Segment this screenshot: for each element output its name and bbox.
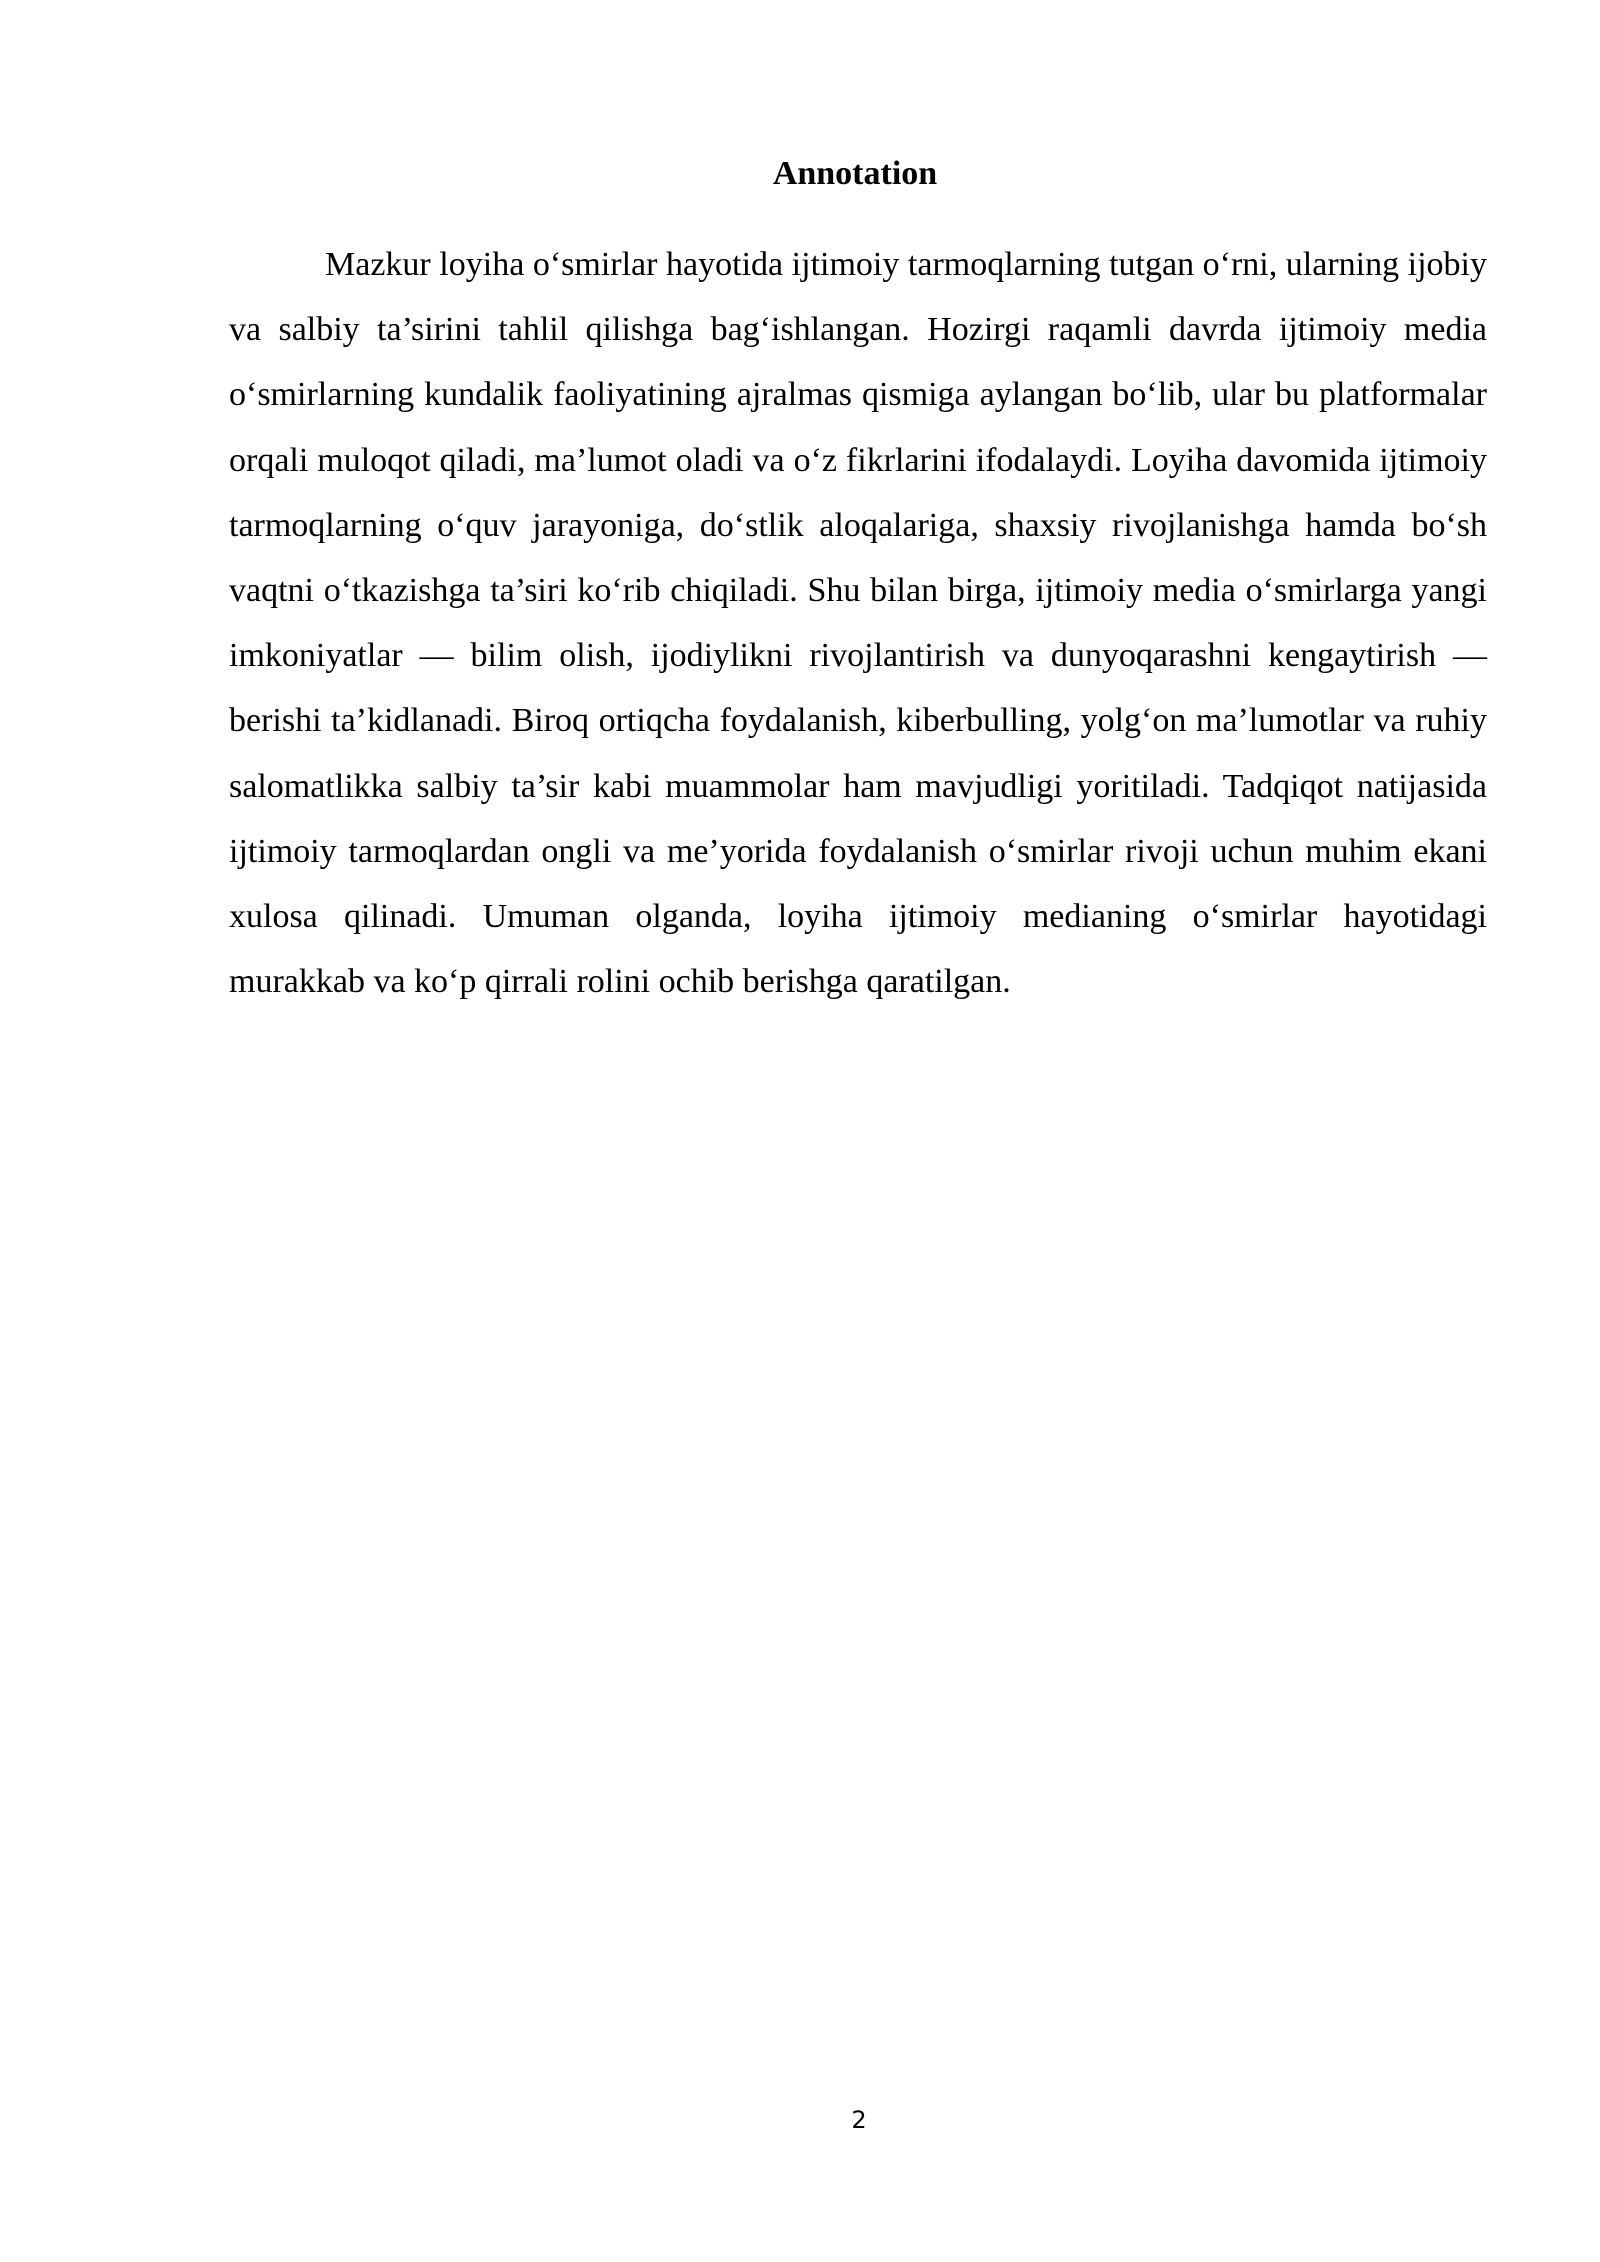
page-number: 2 — [851, 2106, 867, 2134]
annotation-paragraph: Mazkur loyiha o‘smirlar hayotida ijtimoiy tarmoqlarning tutgan o‘rni, ularning ijobiy va salbiy ta’sirini tahlil qilishga bag‘ishlangan. Hozirgi raqamli davrda ijtimoiy media o‘smirlarning kundalik faoliyatining ajralmas qismiga aylangan bo‘lib, ular bu platformalar orqali muloqot qiladi, ma’lumot oladi va o‘z fikrlarini ifodalaydi. Loyiha davomida ijtimoiy tarmoqlarning o‘quv jarayoniga, do‘stlik aloqalariga, shaxsiy rivojlanishga hamda bo‘sh vaqtni o‘tkazishga ta’siri ko‘rib chiqiladi. Shu bilan birga, ijtimoiy media o‘smirlarga yangi imkoniyatlar — bilim olish, ijodiylikni rivojlantirish va dunyoqarashni kengaytirish — berishi ta’kidlanadi. Biroq ortiqcha foydalanish, kiberbulling, yolg‘on ma’lumotlar va ruhiy salomatlikka salbiy ta’sir kabi muammolar ham mavjudligi yoritiladi. Tadqiqot natijasida ijtimoiy tarmoqlardan ongli va me’yorida foydalanish o‘smirlar rivoji uchun muhim ekani xulosa qilinadi. Umuman olganda, loyiha ijtimoiy medianing o‘smirlar hayotidagi murakkab va ko‘p qirrali rolini ochib berishga qaratilgan. — [229, 246, 1487, 1001]
page-title: Annotation — [772, 155, 938, 192]
